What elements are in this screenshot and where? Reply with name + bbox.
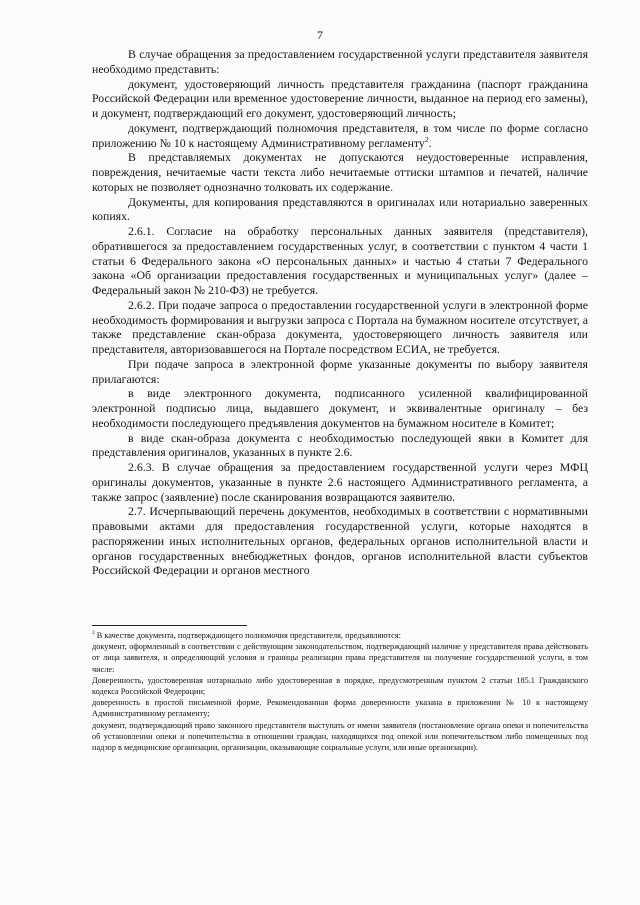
paragraph-identity-document: документ, удостоверяющий личность представителя гражданина (паспорт гражданина Российской Федерации или временное удостоверение личности, выданное на период его замены), и документ, подтверждающий его документ, удостоверяющий личность; (92, 76, 588, 120)
paragraph-scan-image: в виде скан-образа документа с необходимостью последующей явки в Комитет для представления оригиналов, указанных в пункте 2.6. (92, 430, 588, 460)
footnote-intro-text: В качестве документа, подтверждающего полномочия представителя, предъявляются: (96, 631, 401, 640)
footnote-item: Доверенность, удостоверенная нотариально либо удостоверенная в порядке, предусмотренным пунктом 2 статьи 185.1 Гражданского кодекса Российской Федерации; (92, 675, 588, 697)
paragraph-2-6-1: 2.6.1. Согласие на обработку персональных данных заявителя (представителя), обратившегося за предоставлением государственных услуг, в соответствии с пунктом 4 части 1 статьи 6 Федерального закона «О персональных данных» и частью 4 статьи 7 Федерального закона «Об организации предоставления государственных и муниципальных услуг» (далее – Федеральный закон № 210-ФЗ) не требуется. (92, 224, 588, 297)
footnote-item: доверенность в простой письменной форме. Рекомендованная форма доверенности указана в приложении № 10 к настоящему Административному регламенту; (92, 698, 588, 719)
footnote-reference: 2 (424, 134, 429, 144)
paragraph-electronic-document: в виде электронного документа, подписанного усиленной квалифицированной электронной подписью лица, выдавшего документ, и эквивалентные оригиналу – без необходимости последующего предъявления документов на бумажном носителе в Комитет; (92, 386, 588, 430)
paragraph-2-6-2: 2.6.2. При подаче запроса о предоставлении государственной услуги в электронной форме необходимость формирования и выгрузки запроса с Портала на бумажном носителе отсутствует, а также представление скан-образа документа, удостоверяющего личность заявителя или представителя, авторизовавшегося на Портале посредством ЕСИА, не требуется. (92, 297, 588, 356)
paragraph-electronic-attachments: При подаче запроса в электронной форме указанные документы по выбору заявителя прилагаются: (92, 356, 588, 386)
body-text (92, 47, 588, 578)
paragraph-corrections: В представляемых документах не допускаются неудостоверенные исправления, повреждения, нечитаемые части текста либо нечитаемые оттиски штампов и печатей, наличие которых не позволяет однозначно толковать их содержание. (92, 150, 588, 194)
footnote-intro (92, 630, 588, 641)
footnote-item: документ, подтверждающий право законного представителя выступать от имени заявителя (постановление органа опеки и попечительства об установлении опеки и попечительства в отношении граждан, находящихся под опекой или попечительством либо помещенных под надзор в медицинские организации, организации, оказывающие социальные услуги, или иные организации). (92, 720, 588, 753)
paragraph-authority-text: документ, подтверждающий полномочия представителя, в том числе по форме согласно приложению № 10 к настоящему Административному регламенту (92, 120, 588, 150)
paragraph-authority-document: документ, подтверждающий полномочия представителя, в том числе по форме согласно приложению № 10 к настоящему Административному регламенту$^2$. (92, 120, 588, 150)
footnote-marker: 2 (92, 630, 95, 637)
paragraph-copies: Документы, для копирования представляются в оригиналах или нотариально заверенных копиях. (92, 194, 588, 224)
footnotes (92, 630, 588, 753)
footnote-divider (92, 625, 247, 626)
footnote-item: документ, оформленный в соответствии с действующим законодательством, подтверждающий наличие у представителя права действовать от лица заявителя, и определяющий условия и границы реализации права представителя на получение государственной услуги, в том числе: (92, 642, 588, 674)
paragraph-2-6-3: 2.6.3. В случае обращения за предоставлением государственной услуги через МФЦ оригиналы документов, указанные в пункте 2.6 настоящего Административного регламента, а также запрос (заявление) после сканирования возвращаются заявителю. (92, 460, 588, 504)
page-number: 7 (317, 28, 323, 42)
paragraph-2-7: 2.7. Исчерпывающий перечень документов, необходимых в соответствии с нормативными правовыми актами для предоставления государственной услуги, которые находятся в распоряжении иных исполнительных органов, федеральных органов исполнительной власти и органов государственных внебюджетных фондов, органов исполнительной власти субъектов Российской Федерации и органов местного (92, 504, 588, 578)
paragraph-representative-intro: В случае обращения за предоставлением государственной услуги представителя заявителя необходимо представить: (92, 47, 588, 76)
